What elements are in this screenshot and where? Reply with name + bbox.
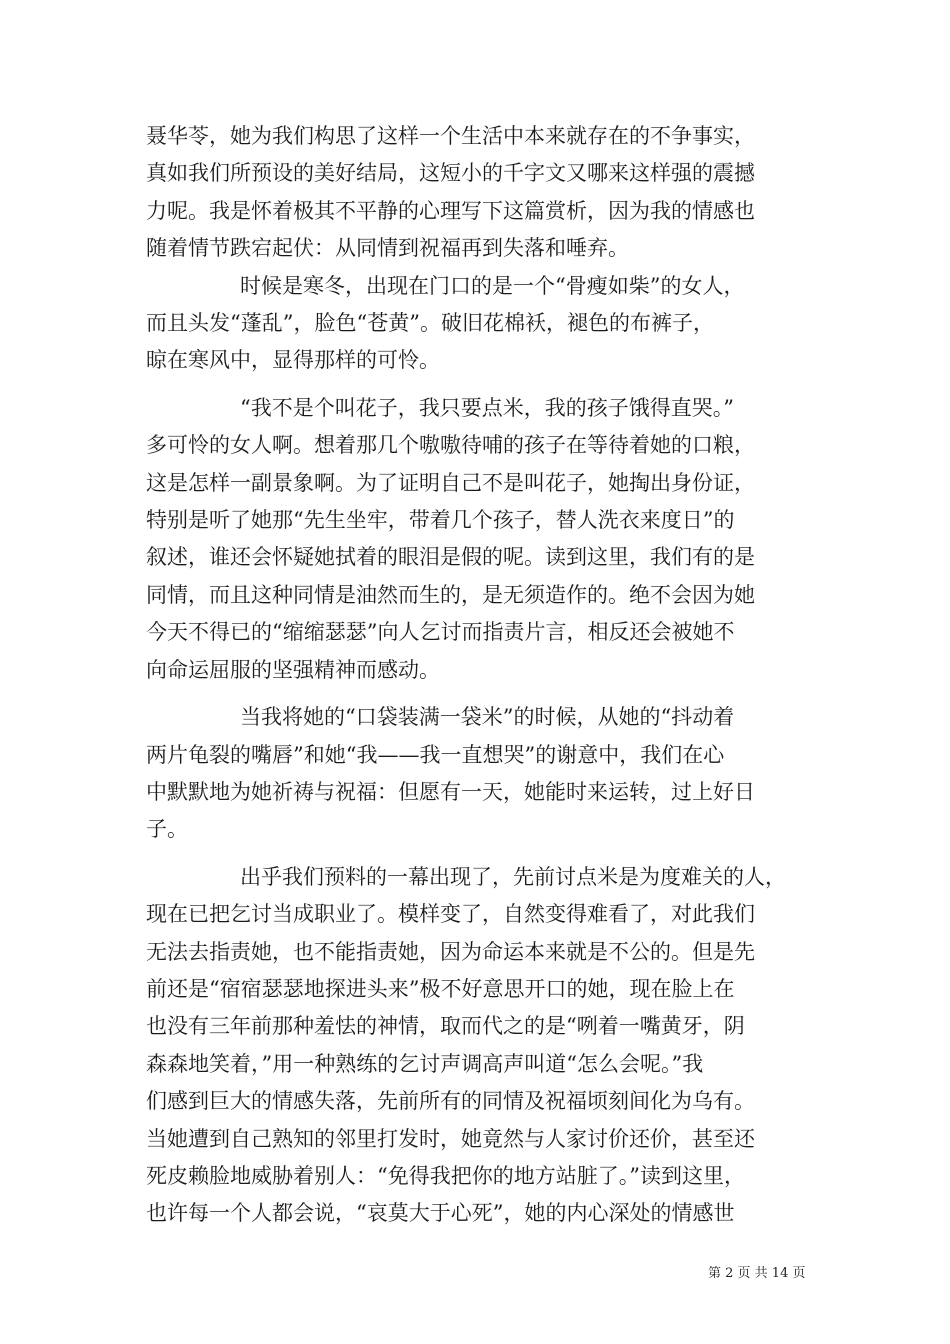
text-line: 多可怜的女人啊。想着那几个嗷嗷待哺的孩子在等待着她的口粮，: [146, 433, 755, 458]
text-line: 今天不得已的“缩缩瑟瑟”向人乞讨而指责片言，相反还会被她不: [146, 620, 735, 645]
paragraph-1: [146, 118, 818, 268]
text-line: 特别是听了她那“先生坐牢，带着几个孩子，替人洗衣来度日”的: [146, 508, 735, 533]
text-line: 也许每一个人都会说，“哀莫大于心死”，她的内心深处的情感世: [146, 1201, 735, 1226]
text-line: 向命运屈服的坚强精神而感动。: [146, 657, 440, 682]
text-line: 晾在寒风中，显得那样的可怜。: [146, 348, 440, 373]
text-line: 无法去指责她，也不能指责她，因为命运本来就是不公的。但是先: [146, 939, 755, 964]
text-line: 出乎我们预料的一幕出现了，先前讨点米是为度难关的人，: [240, 864, 786, 889]
text-line: 聂华苓，她为我们构思了这样一个生活中本来就存在的不争事实，: [146, 124, 755, 148]
paragraph-2: [146, 268, 818, 380]
text-line: 两片龟裂的嘴唇”和她“我——我一直想哭”的谢意中，我们在心: [146, 742, 725, 767]
paragraph-5: [146, 859, 818, 1233]
text-line: “我不是个叫花子，我只要点米，我的孩子饿得直哭。”: [240, 395, 734, 420]
text-line: 们感到巨大的情感失落，先前所有的同情及祝福顷刻间化为乌有。: [146, 1089, 755, 1114]
text-line: 也没有三年前那种羞怯的神情，取而代之的是“咧着一嘴黄牙，阴: [146, 1014, 745, 1039]
text-line: 子。: [146, 817, 188, 842]
page-number-footer: 第 2 页 共 14 页: [708, 1266, 806, 1281]
text-line: 当我将她的“口袋装满一袋米”的时候，从她的“抖动着: [240, 705, 735, 730]
text-line: 而且头发“蓬乱”，脸色“苍黄”。破旧花棉袄，褪色的布裤子，: [146, 311, 714, 336]
text-line: 当她遭到自己熟知的邻里打发时，她竟然与人家讨价还价，甚至还: [146, 1126, 755, 1151]
text-line: 现在已把乞讨当成职业了。模样变了，自然变得难看了，对此我们: [146, 902, 755, 927]
text-line: 真如我们所预设的美好结局，这短小的千字文又哪来这样强的震撼: [146, 161, 755, 186]
body-text: [146, 118, 818, 1233]
text-line: 时候是寒冬，出现在门口的是一个“骨瘦如柴”的女人，: [240, 273, 745, 298]
text-line: 死皮赖脸地威胁着别人：“免得我把你的地方站脏了。”读到这里，: [146, 1163, 745, 1188]
text-line: 前还是“宿宿瑟瑟地探进头来”极不好意思开口的她，现在脸上在: [146, 976, 735, 1001]
text-line: 这是怎样一副景象啊。为了证明自己不是叫花子，她掏出身份证，: [146, 470, 755, 495]
paragraph-3: [146, 390, 818, 689]
text-line: 同情，而且这种同情是油然而生的，是无须造作的。绝不会因为她: [146, 582, 755, 607]
text-line: 力呢。我是怀着极其不平静的心理写下这篇赏析，因为我的情感也: [146, 198, 755, 223]
text-line: 中默默地为她祈祷与祝福：但愿有一天，她能时来运转，过上好日: [146, 779, 755, 804]
paragraph-4: [146, 699, 818, 849]
text-line: 森森地笑着，”用一种熟练的乞讨声调高声叫道“怎么会呢。”我: [146, 1051, 704, 1076]
text-line: 随着情节跌宕起伏：从同情到祝福再到失落和唾弃。: [146, 236, 629, 261]
text-line: 叙述，谁还会怀疑她拭着的眼泪是假的呢。读到这里，我们有的是: [146, 545, 755, 570]
